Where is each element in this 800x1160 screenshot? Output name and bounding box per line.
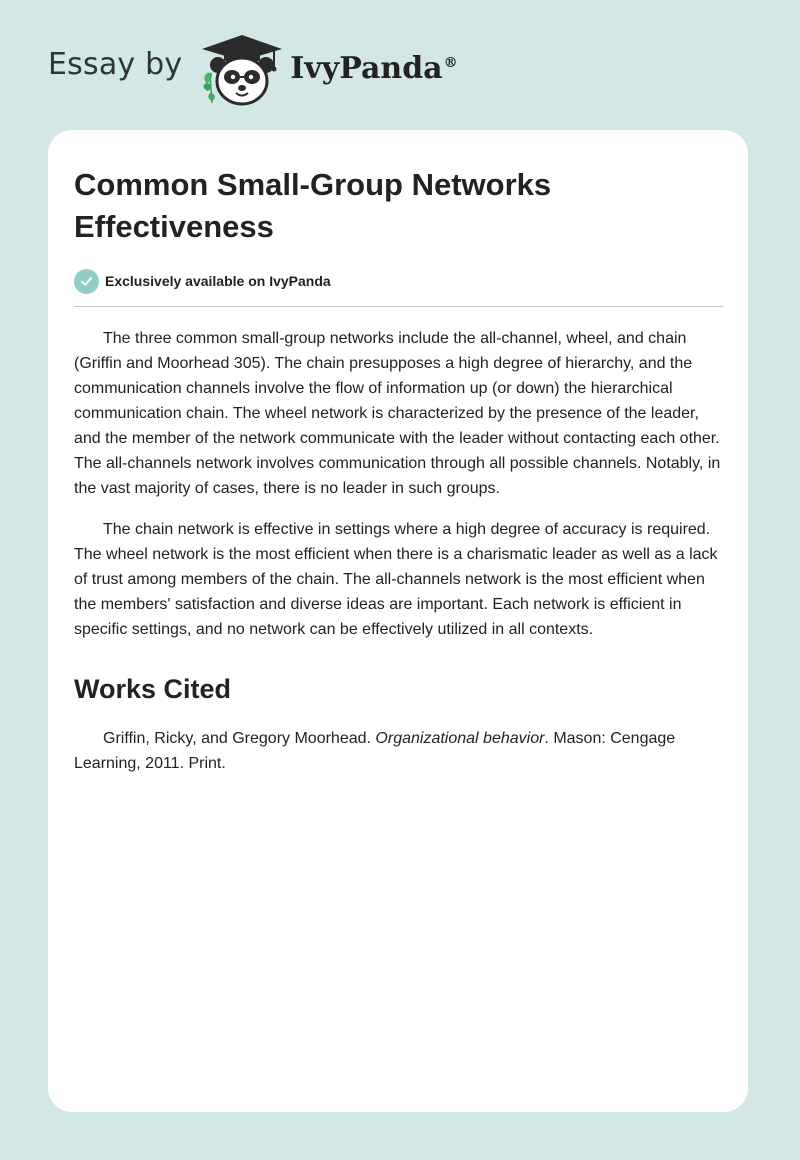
citation-publisher: . Mason: Cengage Learning, 2011. Print.: [74, 730, 676, 772]
body-paragraph: The chain network is effective in settings where a high degree of accuracy is required. The wheel network is the most efficient when there is a charismatic leader as well as a lack of trust among members of the chain. The all-channels network is the most efficient when the members' satisfaction and diverse ideas are important. Each network is efficient in specific settings, and no network can be effectively utilized in all contexts.: [74, 521, 718, 638]
citation-authors: Griffin, Ricky, and Gregory Moorhead.: [103, 730, 371, 747]
exclusive-badge: [74, 268, 723, 294]
exclusive-badge-label: Exclusively available on IvyPanda: [105, 273, 331, 289]
essay-content: [74, 164, 723, 776]
citation-book-title: Organizational behavior: [375, 730, 545, 747]
essay-card: [48, 130, 748, 1112]
panda-graduate-logo-icon[interactable]: [198, 31, 286, 109]
citation-entry: [74, 726, 723, 776]
title-divider: [74, 306, 723, 307]
page-title: Common Small-Group Networks Effectiveness: [74, 167, 552, 244]
brand-name[interactable]: [290, 51, 457, 86]
brand-name-text: IvyPanda: [290, 50, 443, 86]
body-paragraph: The three common small-group networks include the all-channel, wheel, and chain (Griffin and Moorhead 305). The chain presupposes a high degree of hierarchy, and the communication channels involve the flow of information up (or down) the hierarchical communication chain. The wheel network is characterized by the presence of the leader, and the member of the network communicate with the leader without contacting each other. The all-channels network involves communication through all possible channels. Notably, in the vast majority of cases, there is no leader in such groups.: [74, 330, 721, 497]
essay-by-label: Essay by: [48, 46, 183, 82]
brand-reg-mark: ®: [443, 54, 458, 71]
check-circle-icon: [74, 269, 99, 294]
works-cited-heading: Works Cited: [74, 674, 232, 704]
site-header: [48, 30, 458, 110]
